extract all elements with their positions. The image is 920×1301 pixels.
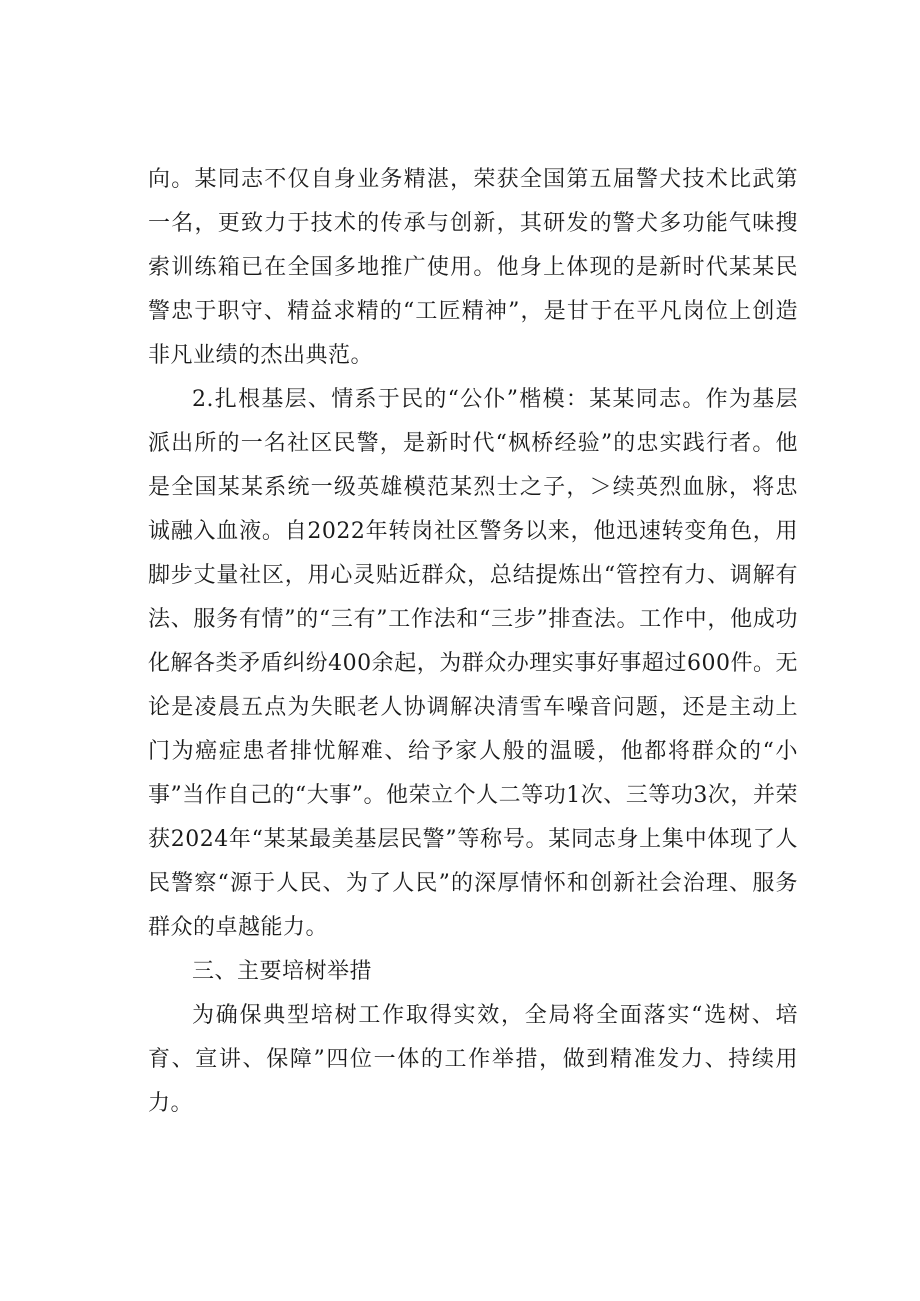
document-body <box>148 158 798 1126</box>
section-heading-3: 三、主要培树举措 <box>192 959 373 984</box>
paragraph-measures-intro: 为确保典型培树工作取得实效，全局将全面落实“选树、培育、宣讲、保障”四位一体的工作举措，做到精准发力、持续用力。 <box>148 1003 798 1116</box>
paragraph-continuation: 向。某同志不仅自身业务精湛，荣获全国第五届警犬技术比武第一名，更致力于技术的传承与创新，其研发的警犬多功能气味搜索训练箱已在全国多地推广使用。他身上体现的是新时代某某民警忠于职守、精益求精的“工匠精神”，是甘于在平凡岗位上创造非凡业绩的杰出典范。 <box>148 167 798 368</box>
paragraph-model-2: 2.扎根基层、情系于民的“公仆”楷模：某某同志。作为基层派出所的一名社区民警，是新时代“枫桥经验”的忠实践行者。他是全国某某系统一级英雄模范某烈士之子，＞续英烈血脉，将忠诚融入血液。自2022年转岗社区警务以来，他迅速转变角色，用脚步丈量社区，用心灵贴近群众，总结提炼出“管控有力、调解有法、服务有情”的“三有”工作法和“三步”排查法。工作中，他成功化解各类矛盾纠纷400余起，为群众办理实事好事超过600件。无论是凌晨五点为失眠老人协调解决清雪车噪音问题，还是主动上门为癌症患者排忧解难、给予家人般的温暖，他都将群众的“小事”当作自己的“大事”。他荣立个人二等功1次、三等功3次，并荣获2024年“某某最美基层民警”等称号。某同志身上集中体现了人民警察“源于人民、为了人民”的深厚情怀和创新社会治理、服务群众的卓越能力。 <box>148 387 798 940</box>
